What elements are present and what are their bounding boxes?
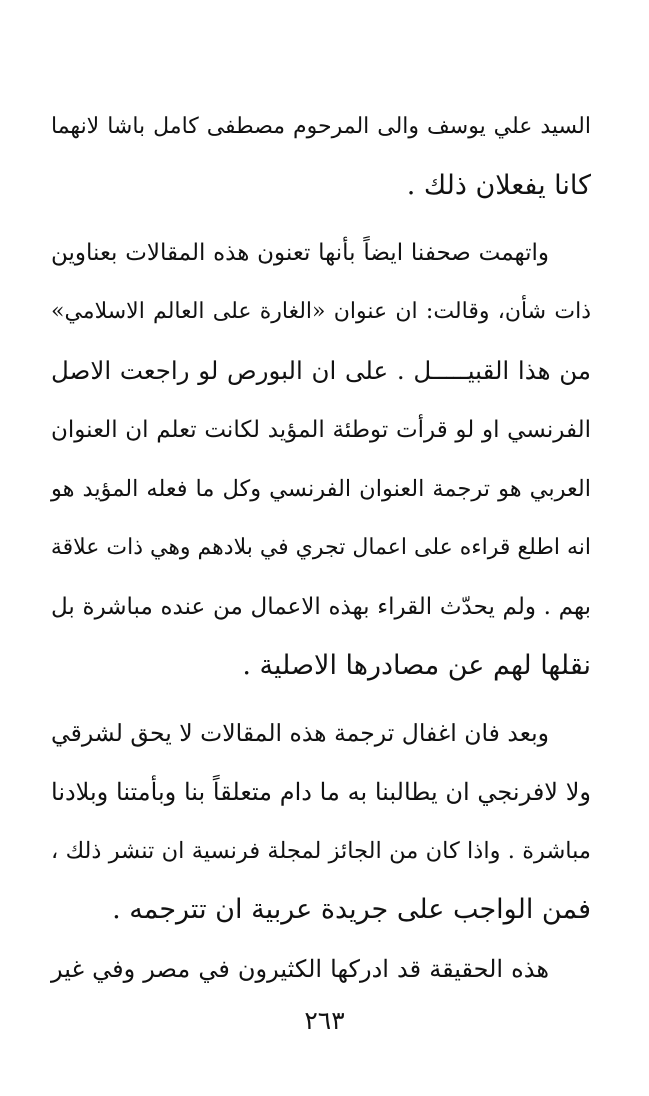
text-line: السيد علي يوسف والى المرحوم مصطفى كامل باشا لانهما [51, 114, 591, 139]
text-line: ولا لافرنجي ان يطالبنا به ما دام متعلقاً بنا وبأمتنا وبلادنا [51, 778, 591, 806]
text-line: انه اطلع قراءه على اعمال تجري في بلادهم وهي ذات علاقة [50, 535, 591, 560]
paragraph-3 [51, 704, 591, 939]
text-line: الفرنسي او لو قرأت توطئة المؤيد لكانت تعلم ان العنوان [51, 417, 591, 443]
body-text [51, 98, 591, 999]
paragraph-4 [51, 940, 591, 998]
text-line: مباشرة . واذا كان من الجائز لمجلة فرنسية ان تنشر ذلك ، [51, 838, 591, 864]
text-line: ذات شأن، وقالت: ان عنوان «الغارة على العالم الاسلامي» [51, 299, 591, 324]
text-line: كانا يفعلان ذلك . [406, 170, 591, 201]
text-line: فمن الواجب على جريدة عربية ان تترجمه . [112, 894, 591, 925]
text-line: العربي هو ترجمة العنوان الفرنسي وكل ما فعله المؤيد هو [51, 476, 591, 502]
paragraph-1 [51, 98, 591, 215]
text-line: واتهمت صحفنا ايضاً بأنها تعنون هذه المقالات بعناوين [51, 240, 549, 266]
text-line: نقلها لهم عن مصادرها الاصلية . [242, 650, 591, 681]
text-line: بهم . ولم يحدّث القراء بهذه الاعمال من عنده مباشرة بل [51, 594, 591, 620]
text-line: هذه الحقيقة قد ادركها الكثيرون في مصر وفي غير [51, 955, 549, 983]
text-line: من هذا القبيـــــل . على ان البورص لو راجعت الاصل [51, 356, 591, 385]
paragraph-2 [51, 224, 591, 695]
text-line: وبعد فان اغفال ترجمة هذه المقالات لا يحق لشرقي [51, 719, 549, 747]
page-number: ٢٦٣ [304, 1006, 345, 1035]
